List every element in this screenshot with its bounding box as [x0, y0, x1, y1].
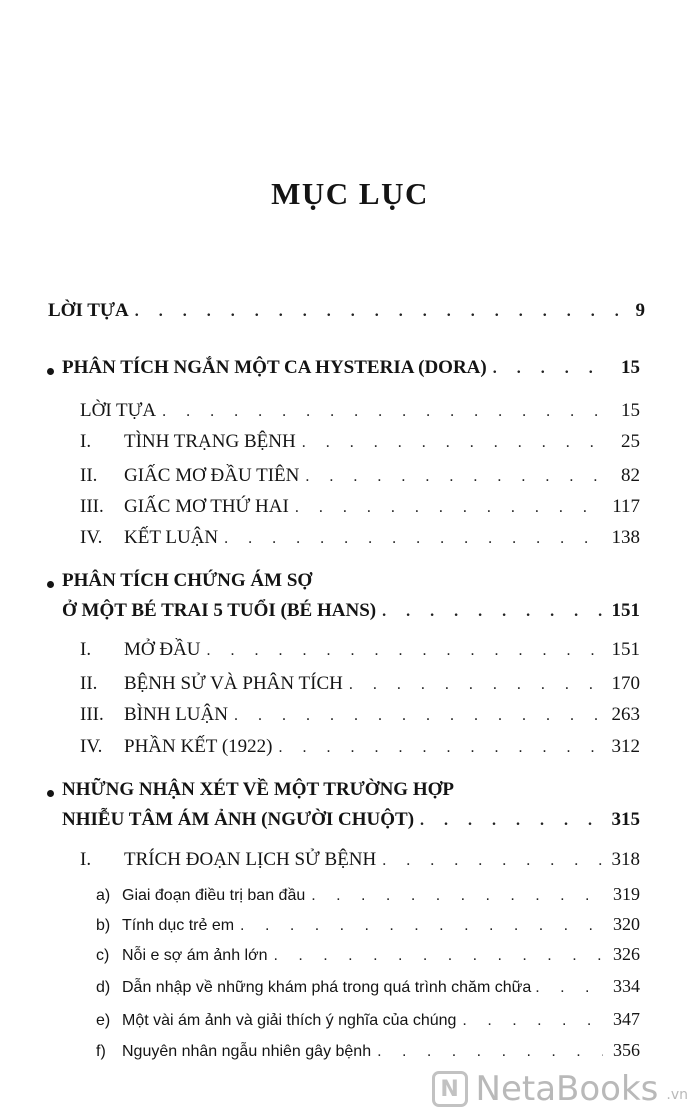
dot-leader	[382, 852, 601, 870]
dot-leader	[420, 812, 601, 830]
dot-leader	[295, 499, 602, 517]
bullet-icon	[47, 581, 54, 588]
toc-entry	[48, 300, 645, 322]
bullet-icon	[47, 790, 54, 797]
toc-entry-label: Dẫn nhập về những khám phá trong quá trình chăm chữa	[122, 979, 532, 996]
toc-entry-label: Giai đoạn điều trị ban đầu	[122, 887, 306, 904]
toc-entry-page: 263	[611, 704, 640, 725]
toc-section	[62, 809, 640, 831]
toc-entry-number: III.	[80, 704, 104, 725]
toc-subentry	[96, 1009, 640, 1030]
dot-leader	[377, 1043, 603, 1061]
toc-entry-number: a)	[96, 887, 111, 904]
watermark-suffix: .vn	[666, 1087, 688, 1103]
toc-entry-page: 15	[621, 400, 640, 421]
toc-entry-label: BÌNH LUẬN	[124, 704, 228, 725]
toc-entry-number: I.	[80, 849, 92, 870]
dot-leader	[274, 947, 604, 965]
toc-entry-label: GIẤC MƠ THỨ HAI	[124, 496, 289, 517]
toc-entry-number: II.	[80, 673, 98, 694]
toc-entry-number: I.	[80, 639, 92, 660]
toc-entry	[80, 639, 640, 661]
dot-leader	[207, 642, 602, 660]
toc-entry-page: 138	[611, 527, 640, 548]
toc-entry-page: 117	[612, 496, 640, 517]
dot-leader	[462, 1012, 603, 1030]
toc-entry-label: LỜI TỰA	[80, 400, 157, 421]
toc-entry-number: d)	[96, 979, 111, 996]
toc-entry-page: 356	[613, 1040, 640, 1060]
dot-leader	[311, 887, 603, 905]
toc-section-label: NHIỄU TÂM ÁM ẢNH (NGƯỜI CHUỘT)	[62, 809, 415, 830]
toc-entry-page: 318	[611, 849, 640, 870]
dot-leader	[535, 979, 605, 997]
toc-section	[62, 357, 640, 379]
toc-entry-label: LỜI TỰA	[48, 300, 129, 321]
toc-entry	[80, 527, 640, 549]
toc-entry-number: b)	[96, 917, 111, 934]
toc-entry-page: 320	[613, 914, 640, 934]
toc-entry-number: c)	[96, 947, 110, 964]
toc-entry-label: TRÍCH ĐOẠN LỊCH SỬ BỆNH	[124, 849, 377, 870]
toc-entry-page: 151	[611, 600, 640, 621]
toc-entry-number: IV.	[80, 736, 103, 757]
toc-entry-number: IV.	[80, 527, 103, 548]
netabooks-logo-icon: N	[432, 1071, 468, 1107]
dot-leader	[224, 530, 601, 548]
toc-entry-number: e)	[96, 1012, 111, 1029]
toc-entry-page: 347	[613, 1009, 640, 1029]
toc-entry	[80, 849, 640, 871]
toc-subentry	[96, 914, 640, 935]
dot-leader	[305, 468, 611, 486]
toc-entry-page: 315	[611, 809, 640, 830]
toc-subentry	[96, 976, 640, 997]
toc-subentry	[96, 944, 640, 965]
toc-subentry	[96, 884, 640, 905]
toc-entry-number: f)	[96, 1043, 106, 1060]
toc-entry-page: 334	[613, 976, 640, 996]
toc-entry-page: 312	[611, 736, 640, 757]
toc-entry-label: BỆNH SỬ VÀ PHÂN TÍCH	[124, 673, 343, 694]
toc-entry-label: MỞ ĐẦU	[124, 639, 201, 660]
dot-leader	[240, 917, 603, 935]
bullet-icon	[47, 368, 54, 375]
toc-entry-label: TÌNH TRẠNG BỆNH	[124, 431, 296, 452]
toc-entry-page: 82	[621, 465, 640, 486]
toc-entry	[80, 431, 640, 453]
toc-entry	[80, 673, 640, 695]
toc-entry-number: II.	[80, 465, 98, 486]
toc-entry-page: 151	[611, 639, 640, 660]
toc-entry	[80, 465, 640, 487]
toc-entry-label: Nỗi e sợ ám ảnh lớn	[122, 947, 268, 964]
toc-entry-page: 326	[613, 944, 640, 964]
toc-entry-number: I.	[80, 431, 92, 452]
toc-entry-label: PHẦN KẾT (1922)	[124, 736, 273, 757]
dot-leader	[382, 603, 601, 621]
toc-section-label: PHÂN TÍCH CHỨNG ÁM SỢ	[62, 570, 313, 591]
toc-entry-label: KẾT LUẬN	[124, 527, 219, 548]
dot-leader	[349, 676, 602, 694]
toc-entry	[80, 704, 640, 726]
dot-leader	[135, 303, 626, 321]
toc-section	[62, 600, 640, 622]
watermark-text: NetaBooks	[475, 1069, 659, 1109]
toc-entry-page: 9	[635, 300, 645, 321]
watermark	[432, 1069, 688, 1109]
toc-entry-label: GIẤC MƠ ĐẦU TIÊN	[124, 465, 300, 486]
dot-leader	[234, 707, 602, 725]
toc-entry-label: Một vài ám ảnh và giải thích ý nghĩa của chúng	[122, 1012, 457, 1029]
toc-entry-number: III.	[80, 496, 104, 517]
toc-entry-page: 25	[621, 431, 640, 452]
toc-entry	[80, 496, 640, 518]
toc-subentry	[96, 1040, 640, 1061]
toc-entry-label: Nguyên nhân ngẫu nhiên gây bệnh	[122, 1043, 372, 1060]
toc-section-label: NHỮNG NHẬN XÉT VỀ MỘT TRƯỜNG HỢP	[62, 779, 454, 800]
dot-leader	[162, 403, 611, 421]
toc-entry	[80, 736, 640, 758]
toc-section-label: Ở MỘT BÉ TRAI 5 TUỔI (BÉ HANS)	[62, 600, 377, 621]
dot-leader	[278, 739, 601, 757]
dot-leader	[302, 434, 611, 452]
toc-entry-label: Tính dục trẻ em	[122, 917, 235, 934]
toc-entry	[80, 400, 640, 422]
toc-entry-page: 170	[611, 673, 640, 694]
toc-entry-page: 15	[621, 357, 640, 378]
toc-section-label: PHÂN TÍCH NGẮN MỘT CA HYSTERIA (DORA)	[62, 357, 487, 378]
dot-leader	[493, 360, 611, 378]
toc-entry-page: 319	[613, 884, 640, 904]
page-title: MỤC LỤC	[271, 176, 429, 211]
